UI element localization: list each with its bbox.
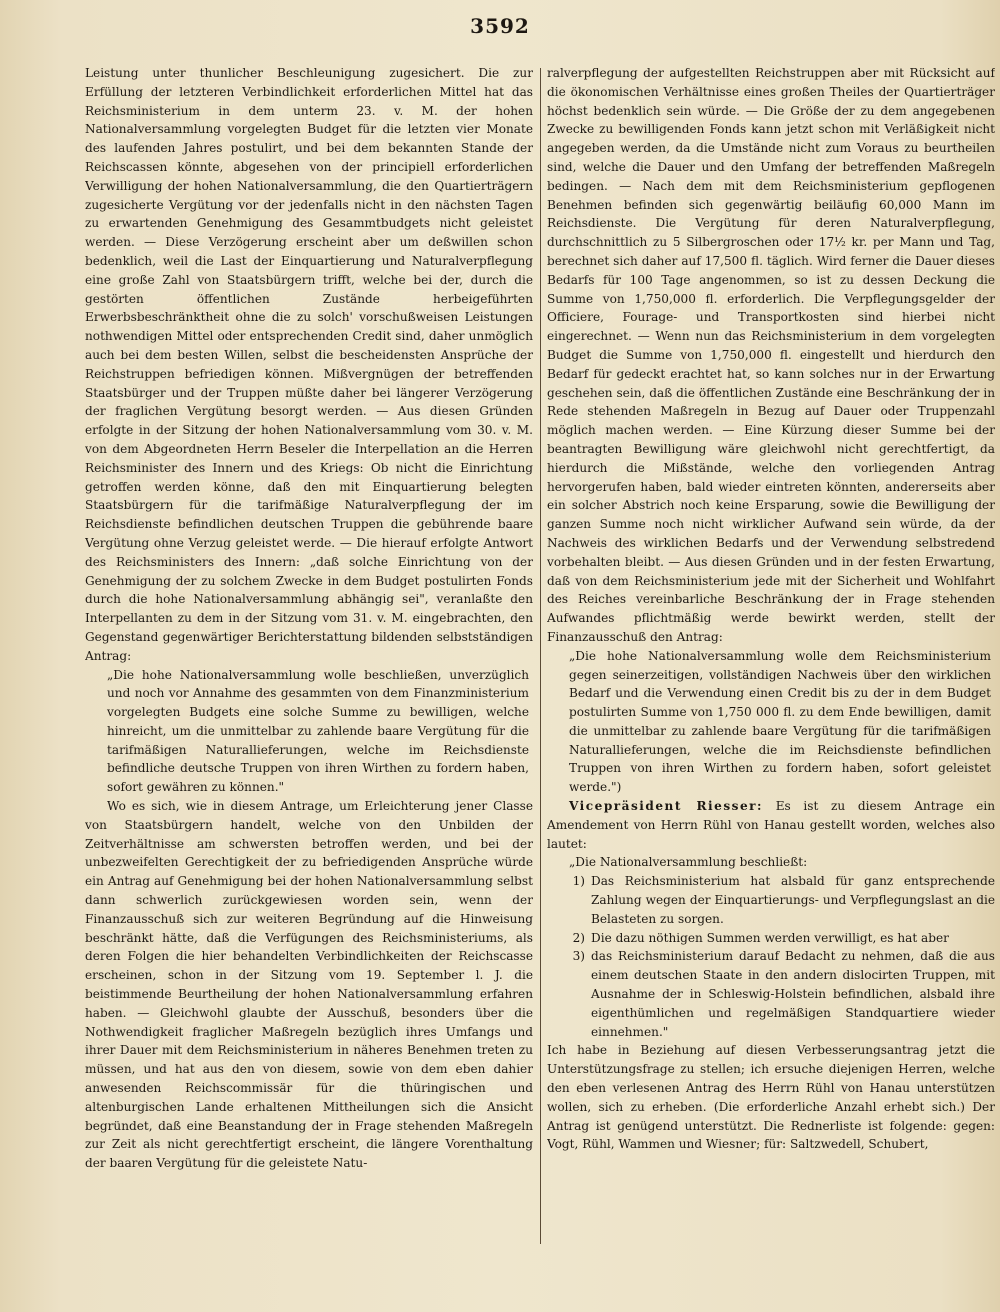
amendment-item-text: Die dazu nöthigen Summen werden verwilligt, es hat aber — [591, 930, 949, 945]
speaker-text: Es ist zu diesem Antrage ein Amendement von Herrn Rühl von Hanau gestellt worden, welches also lautet: — [547, 799, 995, 851]
amendment-item-number: 1) — [572, 874, 585, 889]
amendment-item-text: Das Reichsministerium hat alsbald für ganz entsprechende Zahlung wegen der Einquartierungs- und Verpflegungslast an die Belasteten zu sorgen. — [591, 874, 995, 926]
page-number: 3592 — [470, 14, 530, 38]
amendment-list — [547, 872, 995, 1041]
speaker-name: Vicepräsident Riesser: — [569, 799, 763, 814]
amendment-item — [547, 929, 995, 948]
left-paragraph-1: Leistung unter thunlicher Beschleunigung zugesichert. Die zur Erfüllung der letzteren Verbindlichkeit erforderlichen Mittel hat das Reichsministerium in dem unterm 23. v. M. der hohen Nationalversammlung vorgelegten Budget für die letzten vier Monate des laufenden Jahres postulirt, und bei dem bekannten Stande der Reichscassen könnte, abgesehen von der principiell erforderlichen Verwilligung der hohen Nationalversammlung, die den Quartierträgern zugesicherte Vergütung vor der jedenfalls nicht in den nächsten Tagen zu erwartenden Genehmigung des Gesammtbudgets nicht geleistet werden. — Diese Verzögerung erscheint aber um deßwillen schon bedenklich, weil die Last der Einquartierung und Naturalverpflegung eine große Zahl von Staatsbürgern trifft, welche bei der, durch die gestörten öffentlichen Zustände herbeigeführten Erwerbsbeschränktheit ohne die zu solch' vorschußweisen Leistungen nothwendigen Mittel oder entsprechenden Credit sind, daher unmöglich auch bei dem besten Willen, selbst die bescheidensten Ansprüche der Reichstruppen befriedigen können. Mißvergnügen der betreffenden Staatsbürger und der Truppen müßte daher bei längerer Verzögerung der fraglichen Vergütung besorgt werden. — Aus diesen Gründen erfolgte in der Sitzung der hohen Nationalversammlung vom 30. v. M. von dem Abgeordneten Herrn Beseler die Interpellation an die Herren Reichsminister des Innern und des Kriegs: Ob nicht die Einrichtung getroffen werden könne, daß den mit Einquartierung belegten Staatsbürgern für die tarifmäßige Naturalverpflegung der im Reichsdienste befindlichen deutschen Truppen die gebührende baare Vergütung ohne Verzug geleistet werde. — Die hierauf erfolgte Antwort des Reichsministers des Innern: „daß solche Einrichtung von der Genehmigung der zu solchem Zwecke in dem Budget postulirten Fonds durch die hohe Nationalversammlung abhängig sei", veranlaßte den Interpellanten zu dem in der Sitzung vom 31. v. M. eingebrachten, den Gegenstand gegenwärtiger Berichterstattung bildenden selbstständigen Antrag: — [85, 66, 533, 663]
amendment-item-number: 3) — [572, 949, 585, 964]
amendment-item-text: das Reichsministerium darauf Bedacht zu nehmen, daß die aus einem deutschen Staate in den andern dislocirten Truppen, mit Ausnahme der in Schleswig-Holstein befindlichen, alsbald ihre eigenthümlichen und regelmäßigen Standquartiere wieder einnehmen." — [591, 949, 995, 1039]
column-divider — [540, 68, 541, 1244]
amendment-item — [547, 947, 995, 1041]
amendment-intro: „Die Nationalversammlung beschließt: — [569, 855, 808, 870]
right-paragraph-3: Ich habe in Beziehung auf diesen Verbesserungsantrag jetzt die Unterstützungsfrage zu stellen; ich ersuche diejenigen Herren, welche den eben verlesenen Antrag des Herrn Rühl von Hanau unterstützen wollen, sich zu erheben. (Die erforderliche Anzahl erhebt sich.) Der Antrag ist genügend unterstützt. Die Rednerliste ist folgende: gegen: Vogt, Rühl, Wammen und Wiesner; für: Saltzwedell, Schubert, — [547, 1043, 995, 1152]
amendment-item — [547, 872, 995, 928]
left-quoted-motion: „Die hohe Nationalversammlung wolle beschließen, unverzüglich und noch vor Annahme des gesammten von dem Finanzministerium vorgelegten Budgets eine solche Summe zu bewilligen, welche hinreicht, um die unmittelbar zu zahlende baare Vergütung für die tarifmäßigen Naturallieferungen, welche im Reichsdienste befindliche deutsche Truppen von ihren Wirthen zu fordern haben, sofort gewähren zu können." — [107, 667, 529, 795]
amendment-item-number: 2) — [572, 930, 585, 945]
left-paragraph-2: Wo es sich, wie in diesem Antrage, um Erleichterung jener Classe von Staatsbürgern handelt, welche von den Unbilden der Zeitverhältnisse am schwersten betroffen werden, und bei der unbezweifelten Gerechtigkeit der zu befriedigenden Ansprüche würde ein Antrag auf Genehmigung bei der hohen Nationalversammlung selbst dann schwerlich zurückgewiesen worden sein, wenn der Finanzausschuß sich zur weiteren Begründung auf die Hinweisung beschränkt hätte, daß die Verfügungen des Reichsministeriums, als deren Folgen die hier behandelten Verbindlichkeiten der Reichscasse erscheinen, schon in der Sitzung vom 19. September l. J. die beistimmende Beurtheilung der hohen Nationalversammlung erfahren haben. — Gleichwohl glaubte der Ausschuß, besonders über die Nothwendigkeit fraglicher Maßregeln bezüglich ihres Umfangs und ihrer Dauer mit dem Reichsministerium in näheres Benehmen treten zu müssen, und hat aus den von diesem, sowie von dem eben dahier anwesenden Reichscommissär für die thüringischen und altenburgischen Lande erhaltenen Mittheilungen sich die Ansicht begründet, daß eine Beanstandung der in Frage stehenden Maßregeln zur Zeit als nicht gerechtfertigt erscheint, die längere Vorenthaltung der baaren Vergütung für die geleistete Natu- — [85, 799, 533, 1171]
left-column — [85, 64, 533, 1290]
speaker-paragraph — [547, 797, 995, 853]
right-quoted-motion: „Die hohe Nationalversammlung wolle dem Reichsministerium gegen seinerzeitigen, vollständigen Nachweis über den wirklichen Bedarf und die Verwendung einen Credit bis zu der in dem Budget postulirten Summe von 1,750 000 fl. zu dem Ende bewilligen, damit die unmittelbar zu zahlende baare Vergütung für die tarifmäßigen Naturallieferungen, welche die im Reichsdienste befindlichen Truppen von ihren Wirthen zu fordern haben, sofort geleistet werde.") — [569, 648, 991, 795]
right-paragraph-1: ralverpflegung der aufgestellten Reichstruppen aber mit Rücksicht auf die ökonomischen Verhältnisse eines großen Theiles der Quartierträger höchst bedenklich sein würde. — Die Größe der zu dem angegebenen Zwecke zu bewilligenden Fonds kann jetzt schon mit Verläßigkeit nicht angegeben werden, da die Umstände nicht zum Voraus zu beurtheilen sind, welche die Dauer und den Umfang der betreffenden Maßregeln bedingen. — Nach dem mit dem Reichsministerium gepflogenen Benehmen befinden sich gegenwärtig beiläufig 60,000 Mann im Reichsdienste. Die Vergütung für deren Naturalverpflegung, durchschnittlich zu 5 Silbergroschen oder 17½ kr. per Mann und Tag, berechnet sich daher auf 17,500 fl. täglich. Wird ferner die Dauer dieses Bedarfs für 100 Tage angenommen, so ist zu dessen Deckung die Summe von 1,750,000 fl. erforderlich. Die Verpflegungsgelder der Officiere, Fourage- und Transportkosten sind hierbei nicht eingerechnet. — Wenn nun das Reichsministerium in dem vorgelegten Budget die Summe von 1,750,000 fl. eingestellt und hierdurch den Bedarf für gedeckt erachtet hat, so kann solches nur in der Erwartung geschehen sein, daß die öffentlichen Zustände eine Beschränkung der in Rede stehenden Maßregeln in Bezug auf Dauer oder Truppenzahl möglich machen werden. — Eine Kürzung dieser Summe bei der beantragten Bewilligung wäre gleichwohl nicht gerechtfertigt, da hierdurch die Mißstände, welche den vorliegenden Antrag hervorgerufen haben, bald wieder eintreten könnten, andererseits aber ein solcher Abstrich noch keine Ersparung, sowie die Bewilligung der ganzen Summe noch nicht wirklicher Aufwand sein würde, da der Nachweis des wirklichen Bedarfs und der Verwendung selbstredend vorbehalten bleibt. — Aus diesen Gründen und in der festen Erwartung, daß von dem Reichsministerium jede mit der Sicherheit und Wohlfahrt des Reiches vereinbarliche Beschränkung der in Frage stehenden Aufwandes pflichtmäßig werde bewirkt werden, stellt der Finanzausschuß den Antrag: — [547, 66, 995, 644]
right-column — [547, 64, 995, 1290]
